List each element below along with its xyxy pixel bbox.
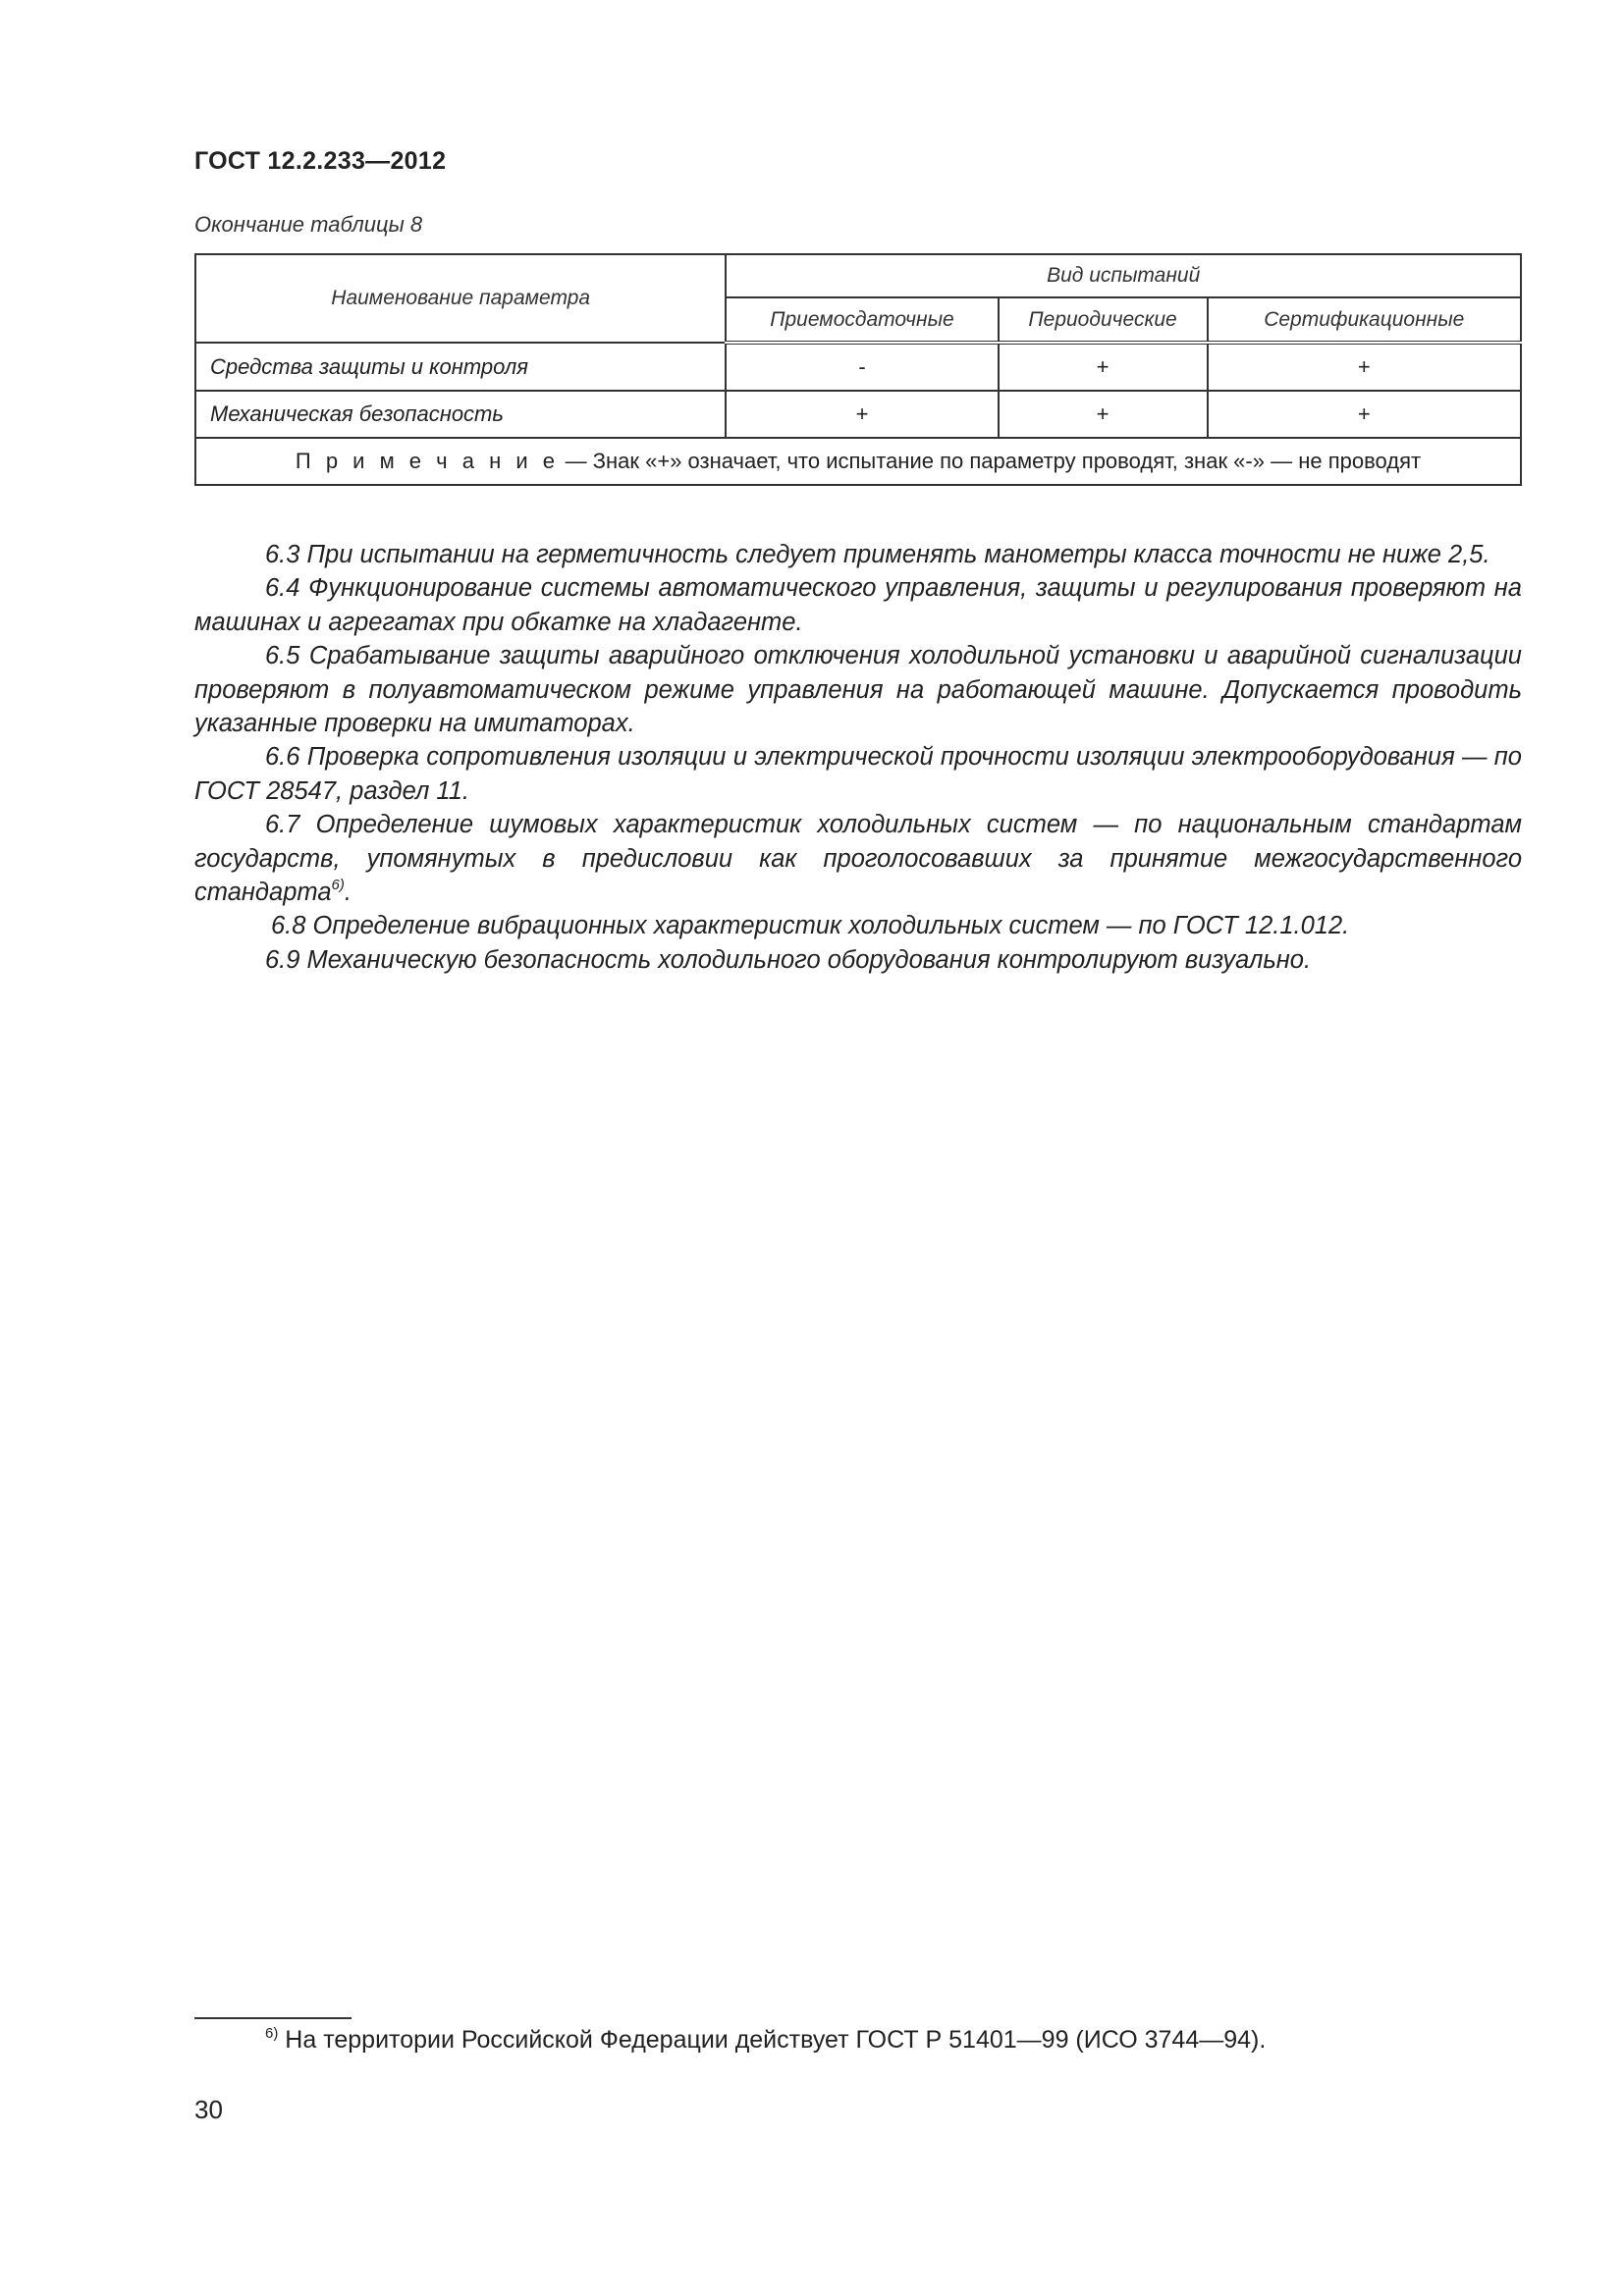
paragraph-6-3: 6.3 При испытании на герметичность следует применять манометры класса точности не ниже 2,5. (265, 541, 1490, 568)
cell-mark: + (726, 391, 998, 438)
cell-mark: + (999, 343, 1208, 391)
table-caption: Окончание таблицы 8 (194, 212, 423, 237)
test-type-group-header: Вид испытаний (726, 254, 1521, 297)
paragraph-6-8: 6.8 Определение вибрационных характеристик холодильных систем — по ГОСТ 12.1.012. (271, 912, 1350, 940)
paragraph-6-5: 6.5 Срабатывание защиты аварийного отключения холодильной установки и аварийной сигнализации проверяют в полуавтоматическом режиме управления на работающей машине. Допускается проводить указанные проверки на имитаторах. (194, 642, 1522, 738)
cell-mark: + (1208, 343, 1521, 391)
paragraph-6-4: 6.4 Функционирование системы автоматического управления, защиты и регулирования проверяют на машинах и агрегатах при обкатке на хладагенте. (194, 574, 1522, 636)
paragraph-6-7-text: 6.7 Определение шумовых характеристик холодильных систем — по национальным стандартам государств, упомянутых в предисловии как проголосовавших за принятие межгосударственного стандарта (194, 811, 1522, 907)
column-header-acceptance: Приемосдаточные (726, 297, 998, 343)
footnote-marker: 6) (265, 2025, 279, 2042)
paragraph-6-7-end: . (344, 879, 352, 907)
row-parameter-name: Механическая безопасность (195, 391, 726, 438)
table-row (195, 391, 1521, 438)
table-note (195, 438, 1521, 485)
param-name-header: Наименование параметра (195, 254, 726, 343)
column-header-certification: Сертификационные (1208, 297, 1521, 343)
table-note-row (195, 438, 1521, 485)
column-header-periodic: Периодические (999, 297, 1208, 343)
table-row (195, 343, 1521, 391)
note-label: П р и м е ч а н и е (295, 449, 560, 473)
document-code: ГОСТ 12.2.233—2012 (194, 147, 447, 175)
note-text: — Знак «+» означает, что испытание по параметру проводят, знак «-» — не проводят (559, 449, 1422, 473)
footnote (265, 2026, 1266, 2055)
section-6-body (194, 538, 1522, 977)
footnote-divider (194, 2017, 352, 2019)
footnote-reference: 6) (331, 877, 345, 894)
paragraph-6-6: 6.6 Проверка сопротивления изоляции и электрической прочности изоляции электрооборудования — по ГОСТ 28547, раздел 11. (194, 743, 1522, 805)
test-types-table (194, 253, 1522, 486)
footnote-text: На территории Российской Федерации действует ГОСТ Р 51401—99 (ИСО 3744—94). (278, 2026, 1267, 2054)
paragraph-6-7 (194, 808, 1522, 909)
paragraph-6-9: 6.9 Механическую безопасность холодильного оборудования контролируют визуально. (265, 945, 1312, 974)
cell-mark: + (999, 391, 1208, 438)
cell-mark: + (1208, 391, 1521, 438)
cell-mark: - (726, 343, 998, 391)
page-number: 30 (194, 2095, 223, 2124)
row-parameter-name: Средства защиты и контроля (195, 343, 726, 391)
